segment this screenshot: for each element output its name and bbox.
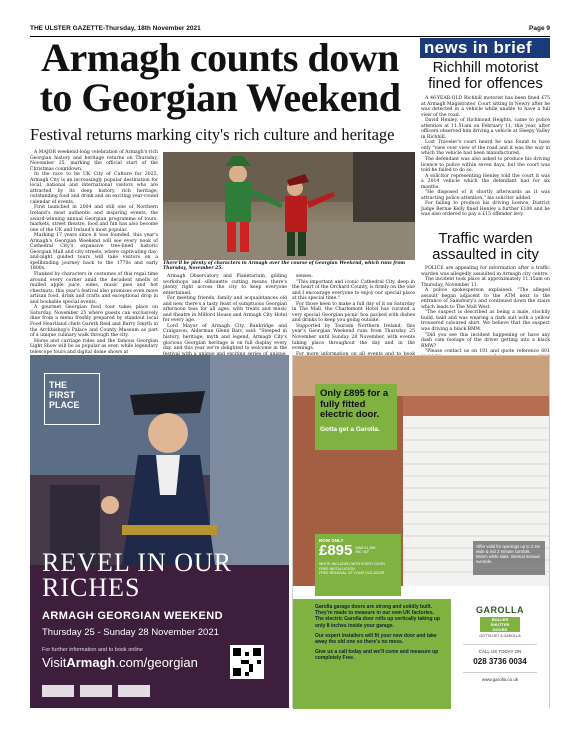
paragraph: "He disposed of it shortly afterwards as it was attracting police attention," his solicitor added.	[421, 190, 550, 201]
sponsor-logos	[42, 685, 157, 699]
offer-price: £895	[319, 542, 353, 559]
paragraph: Horse and carriage rides and the famous Georgian Light Show will be as popular as ever, while legendary telescope tours and digital dome shows at	[30, 338, 158, 355]
paragraph: Marking 17 years since it was founded, this year's Armagh's Georgian Weekend will see every nook of Cathedral City's expansive tree-lined historic Georgian Mall and city streets, where captivating day-and-night guided tours will take visitors on a spellbinding journey back to the 1770s and early 1800s.	[30, 233, 158, 272]
headline-panel	[315, 384, 397, 450]
paragraph: Lord Mayor of Armagh City, Banbridge and Craigavon, Alderman Glenn Barr, said: "Steeped in history, heritage, myth and legend, Armagh City's glorious Georgian heritage is on full display every day, and this year we're delighted to welcome in the	[163, 323, 287, 352]
standfirst: Festival returns marking city's rich culture and heritage	[30, 125, 395, 144]
visit-armagh-advert	[30, 355, 289, 708]
sponsor-logo	[118, 685, 150, 697]
paragraph: First launched in 2004 and still one of Northern Ireland's most authentic and inspiring events, the award-winning annual Georgian programme of tours, markets, street theatre, food and fun has also become one of the UK and Ireland's most popular.	[30, 205, 158, 233]
paragraph: Lost Traveler's court heard he was found to have only "view over view of the road and it was the way in which the vehicle had been manufactured.	[421, 140, 550, 157]
paragraph: Armagh Observatory and Planetarium, gilding workshops and silhouette cutting means there's plenty right across the city to keep everyone entertained.	[163, 274, 287, 296]
phone-number[interactable]: 028 3736 0034	[473, 657, 527, 666]
offer-fine-3: FREE REMOVAL OF YOUR OLD DOOR	[319, 571, 385, 575]
url-brand: Armagh	[66, 655, 116, 670]
qr-code[interactable]	[230, 645, 264, 679]
garolla-tagline: GOTTA GET A GAROLLA	[479, 634, 521, 638]
blurb-3: Give us a call today and we'll come and measure up completely Free.	[315, 649, 439, 662]
paragraph: A solicitor representing Henley told the court it was a 2014 vehicle which the defendant had for six months.	[421, 173, 550, 190]
paragraph: "The suspect is described as being a male, stockily build, bald and was wearing a dark suit with a yellow trousered coloured shirt. We believe that the suspect was driving a black BMW.	[421, 310, 550, 333]
event-name: ARMAGH GEORGIAN WEEKEND	[42, 610, 223, 622]
news-in-brief-banner: news in brief	[420, 38, 550, 58]
call-label: CALL US TODAY ON	[478, 649, 522, 654]
paragraph: A police spokesperson explained: "The alleged assault began adjacent to the ATM next to the entrance of Sainsbury's and continued down the stairs which leads to The Mall West.	[421, 288, 550, 310]
url-suffix: .com/georgian	[115, 655, 198, 670]
page-number: Page 9	[529, 25, 550, 32]
blurb-1: Garolla garage doors are strong and solidly built. They're made to measure in our own UK factories. The electric Garolla door rolls up vertically taking up only 8 inches inside your garage.	[315, 604, 441, 629]
paragraph: "This important and iconic Cathedral City, deep in the heart of the Orchard County, is firmly on the one and I encourage everyone to enjoy our special place at this special time."	[292, 279, 415, 302]
article-column-1	[30, 150, 158, 355]
first-place-badge	[44, 373, 100, 425]
paragraph: A MAJOR weekend-long celebration of Armagh's rich Georgian history and heritage returns on Thursday, November 25, marking the official start of the Christmas countdown.	[30, 150, 158, 172]
article-column-2	[163, 274, 287, 352]
paragraph: In the race to be UK City of Culture for 2025, Armagh City is an increasingly popular destination for local, national and international visitors who are attracted by its deep history, rich heritage, outstanding food and drink and an exciting year-round calendar of events.	[30, 172, 158, 205]
main-headline: Armagh counts down to Georgian Weekend	[39, 35, 401, 120]
blurb-panel	[293, 599, 451, 709]
garolla-logo-sub	[480, 617, 520, 632]
first-place-text: THE FIRST PLACE	[49, 380, 80, 410]
ad2-headline: Only £895 for a fully fitted electric door.	[320, 388, 389, 420]
paragraph: The incident took place at approximately 11.15am on Thursday, November 11.	[421, 277, 550, 288]
paragraph: For failing to produce his driving licence, District Judge Bernie Kelly fined Henley a further £100 and he was also ordered to pay a £15 offender levy.	[421, 201, 550, 218]
paragraph: The defendant was also asked to produce his driving licence to police within seven days, but the court was told he failed to do so.	[421, 157, 550, 174]
website-link[interactable]	[42, 655, 198, 670]
garolla-logo-line-3: DOORS	[492, 627, 508, 632]
paragraph: "Did you see this incident happening or have any dash cam footage of the driver getting into a black BMW?	[421, 332, 550, 349]
paragraph: For those keen to make a full day of it on Saturday in The Mall, the Charlemont Hotel has curated a very special Georgian picnic box packed with dishes and drinks to keep you going outside.	[292, 301, 415, 324]
blurb-2: Our expert installers will fit your new door and take away the old one so there's no mess.	[315, 632, 437, 646]
article-column-3	[292, 274, 415, 352]
url-prefix: Visit	[42, 655, 67, 670]
paragraph: Supported by Tourism Northern Ireland, this year's Georgian Weekend runs from Thursday 25 November until Sunday 28 November, with events taking place throughout the day and in the evenings.	[292, 323, 415, 352]
paragraph: A 46-YEAR-OLD Richhill motorist has been fined £75 at Armagh Magistrates' Court sitting in Newry after he was detected in a vehicle while unable to have a full view of the road.	[421, 96, 550, 118]
offer-fine-1: WHITE INCLUDED WITH EVERY DOOR	[319, 562, 385, 566]
photo-illustration	[163, 152, 415, 260]
garolla-website[interactable]: www.garolla.co.uk	[481, 677, 519, 682]
brief-story-1	[421, 96, 550, 228]
sponsor-logo	[42, 685, 74, 697]
paragraph: For meeting friends, family and acquaintances old and new, there's a tasty feast of sumptuous Georgian afternoon teas for all ages, with treats and music and theatre in Milford House and Armagh City Hotel for every age.	[163, 296, 287, 324]
paragraph: A gourmet Georgian food tour takes place on Saturday, November 25 where guests can exclusively dine from a menu freshly prepared by standout local Food Heartland chefs Gareth Reid and Barry Smyth in the Archbishop's Palace and County Museum as part of a unique culinary walk through the city.	[30, 305, 158, 339]
brief-headline-1: Richhill motorist fined for offences	[428, 59, 543, 92]
paragraph: POLICE are appealing for information after a traffic warden was allegedly assaulted in Armagh city centre.	[421, 266, 550, 277]
garolla-contact-panel	[451, 599, 549, 709]
garolla-logo-line-1: ROLLER	[491, 617, 509, 622]
brief-headline-2: Traffic warden assaulted in city	[432, 230, 539, 263]
garolla-logo-line-2: SHUTTER	[490, 622, 510, 627]
paragraph: David Henley, of Richmond Heights, came to police attention at 11.51am on February 11, this year, after officers observed him driving a vehicle at Sleepy Valley in Richhill.	[421, 118, 550, 140]
offer-note: Offer valid for openings up to 2.4m wide & incl 2 remote controls. 55mm white slats. Internal manual override.	[473, 541, 545, 575]
news-in-brief-column	[421, 60, 550, 353]
sponsor-logo	[80, 685, 112, 697]
paragraph: "Please contact us on 101 and quote reference 601	[425, 349, 550, 355]
georgian-characters-photo	[163, 152, 415, 260]
revel-title: REVEL IN OUR RICHES	[42, 548, 233, 602]
ad2-cta: Gotta get a Garolla.	[320, 425, 380, 433]
offer-fine-2: FREE INSTALLATION	[319, 566, 355, 571]
paper-date: THE ULSTER GAZETTE-Thursday, 18th November 2021	[30, 25, 201, 32]
garolla-advert	[292, 355, 550, 708]
paragraph: Flanked by characters in costumes of this regal time around every corner amid the decadent smells of mulled apple juice, sides, music pies and hot chestnuts, this year's festival also promises even more artisan food, drink and crafts and exceptional drop in and bookable special events.	[30, 272, 158, 305]
event-dates: Thursday 25 - Sunday 28 November 2021	[42, 627, 219, 638]
garolla-logo: GAROLLA	[476, 605, 524, 615]
paragraph: senses.	[296, 274, 313, 279]
offer-panel	[315, 534, 401, 596]
offer-was: WAS £1,359 INC VAT	[355, 546, 376, 554]
qr-code-icon	[233, 648, 261, 676]
offer-label: NOW ONLY	[319, 538, 344, 543]
booking-info: For further information and to book online	[42, 647, 143, 653]
photo-caption: There'll be plenty of characters in Armagh over the course of Georgian Weekend, which runs from Thursday, November 25.	[163, 261, 406, 271]
